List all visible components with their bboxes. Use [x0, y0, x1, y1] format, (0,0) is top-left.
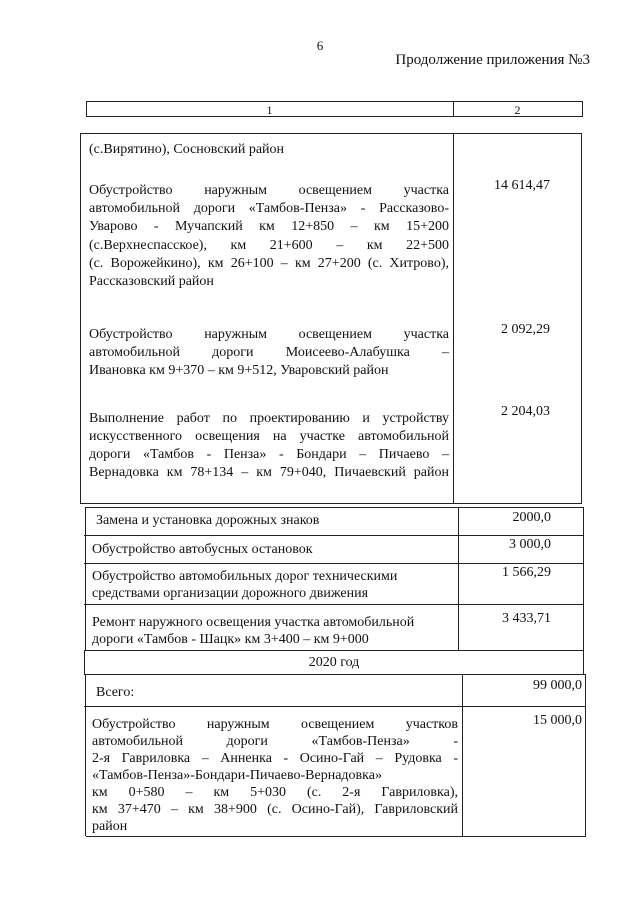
table-cell-description: Ремонт наружного освещения участка автомобильной: [92, 615, 415, 630]
table-cell-description: (с. Ворожейкино), км 26+100 – км 27+200 (с. Хитрово),: [89, 256, 449, 271]
table-cell-description: искусственного освещения на участке автомобильной: [89, 429, 449, 444]
table-cell-description: Уварово - Мучапский км 12+850 – км 15+200: [89, 219, 449, 234]
table-cell-amount: 15 000,0: [533, 713, 582, 728]
total-label: Всего:: [96, 685, 135, 700]
table-cell-amount: 2000,0: [512, 510, 551, 525]
year-heading: 2020 год: [308, 655, 360, 670]
table-border: [585, 674, 586, 837]
table-border: [462, 674, 463, 836]
table-border: [582, 101, 583, 117]
table-border: [583, 507, 584, 675]
table-border: [84, 650, 584, 651]
table-cell-description: автомобильной дороги «Тамбов-Пенза» -: [92, 734, 458, 749]
table-cell-description: Обустройство наружным освещением участков: [92, 717, 458, 732]
table-border: [86, 836, 586, 837]
table-cell-amount: 2 204,03: [501, 404, 550, 419]
page-number: 6: [316, 38, 324, 53]
table-border: [458, 507, 459, 650]
table-cell-description: дороги «Тамбов - Пенза» - Бондари – Пичаево –: [89, 447, 449, 462]
table-border: [84, 535, 584, 536]
table-border: [84, 674, 585, 675]
table-border: [80, 503, 582, 504]
table-border: [84, 604, 584, 605]
table-cell-amount: 1 566,29: [502, 565, 551, 580]
table-cell-description: Ивановка км 9+370 – км 9+512, Уваровский район: [89, 363, 389, 378]
table-border: [581, 133, 582, 504]
table-cell-amount: 3 000,0: [509, 537, 551, 552]
table-cell-description: (с.Вирятино), Сосновский район: [89, 142, 285, 157]
table-cell-amount: 3 433,71: [502, 611, 551, 626]
continuation-title: Продолжение приложения №3: [395, 52, 590, 68]
table-cell-description: «Тамбов-Пенза»-Бондари-Пичаево-Вернадовка»: [92, 768, 382, 783]
table-border: [80, 133, 582, 134]
table-cell-description: км 0+580 – км 5+030 (с. 2-я Гавриловка),: [92, 785, 458, 800]
header-col-1: 1: [266, 103, 273, 117]
table-border: [84, 563, 584, 564]
table-border: [85, 507, 583, 508]
table-border: [85, 674, 86, 836]
table-cell-description: Обустройство наружным освещением участка: [89, 183, 449, 198]
table-cell-description: автомобильной дороги Моисеево-Алабушка –: [89, 345, 449, 360]
table-border: [86, 101, 583, 102]
table-cell-description: район: [92, 819, 128, 834]
table-cell-description: Обустройство наружным освещением участка: [89, 327, 449, 342]
table-border: [85, 507, 86, 650]
table-cell-description: Обустройство автобусных остановок: [92, 542, 313, 557]
table-border: [453, 133, 454, 504]
table-cell-amount: 14 614,47: [494, 178, 550, 193]
table-border: [80, 133, 81, 504]
table-cell-description: (с.Верхнеспасское), км 21+600 – км 22+500: [89, 238, 449, 253]
table-cell-description: Замена и установка дорожных знаков: [96, 513, 320, 528]
table-cell-description: автомобильной дороги «Тамбов-Пенза» - Рассказово-: [89, 201, 449, 216]
table-cell-description: средствами организации дорожного движения: [92, 586, 369, 601]
table-cell-description: Рассказовский район: [89, 274, 214, 289]
table-cell-description: 2-я Гавриловка – Анненка - Осино-Гай – Рудовка -: [92, 751, 458, 766]
table-cell-description: Выполнение работ по проектированию и устройству: [89, 411, 449, 426]
table-cell-amount: 2 092,29: [501, 322, 550, 337]
table-border: [84, 706, 586, 707]
table-cell-description: км 37+470 – км 38+900 (с. Осино-Гай), Гавриловский: [92, 802, 458, 817]
table-cell-description: дороги «Тамбов - Шацк» км 3+400 – км 9+000: [92, 632, 369, 647]
total-amount: 99 000,0: [533, 678, 582, 693]
table-cell-description: Обустройство автомобильных дорог техническими: [92, 569, 398, 584]
header-col-2: 2: [514, 103, 521, 117]
table-cell-description: Вернадовка км 78+134 – км 79+040, Пичаевский район: [89, 465, 449, 480]
